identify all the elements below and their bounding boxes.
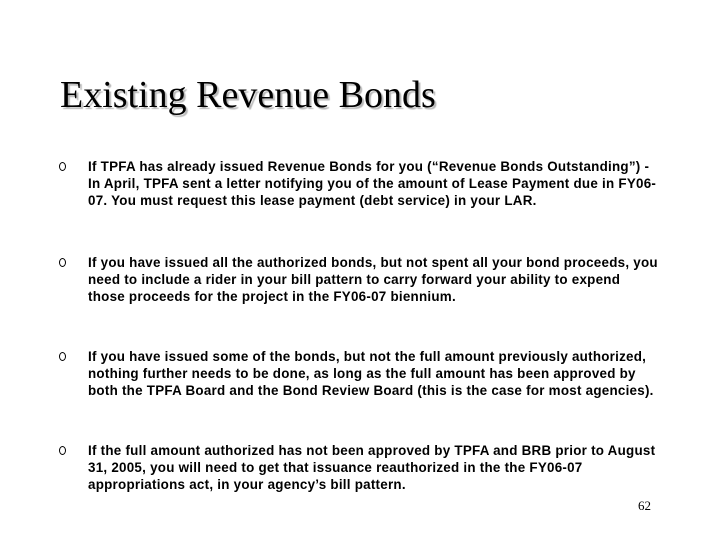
hollow-circle-bullet-icon (59, 258, 66, 267)
bullet-text: If TPFA has already issued Revenue Bonds for you (“Revenue Bonds Outstanding”) - In April, TPFA sent a letter notifying you of the amount of Lease Payment due in FY06-07. You must request this lease payment (debt service) in your LAR. (88, 159, 657, 208)
hollow-circle-bullet-icon (59, 446, 66, 455)
slide-title: Existing Revenue Bonds (60, 74, 436, 116)
hollow-circle-bullet-icon (59, 162, 66, 171)
bullet-text: If the full amount authorized has not been approved by TPFA and BRB prior to August 31, 2005, you will need to get that issuance reauthorized in the the FY06-07 appropriations act, in your agency’s bill pattern. (88, 443, 656, 492)
bullet-text: If you have issued some of the bonds, but not the full amount previously authorized, nothing further needs to be done, as long as the full amount has been approved by both the TPFA Board and the Bond Review Board (this is the case for most agencies). (88, 349, 654, 398)
hollow-circle-bullet-icon (59, 352, 66, 361)
page-number: 62 (638, 498, 651, 513)
bullet-text: If you have issued all the authorized bonds, but not spent all your bond proceeds, you need to include a rider in your bill pattern to carry forward your ability to expend those proceeds for the project in the FY06-07 biennium. (88, 255, 658, 304)
